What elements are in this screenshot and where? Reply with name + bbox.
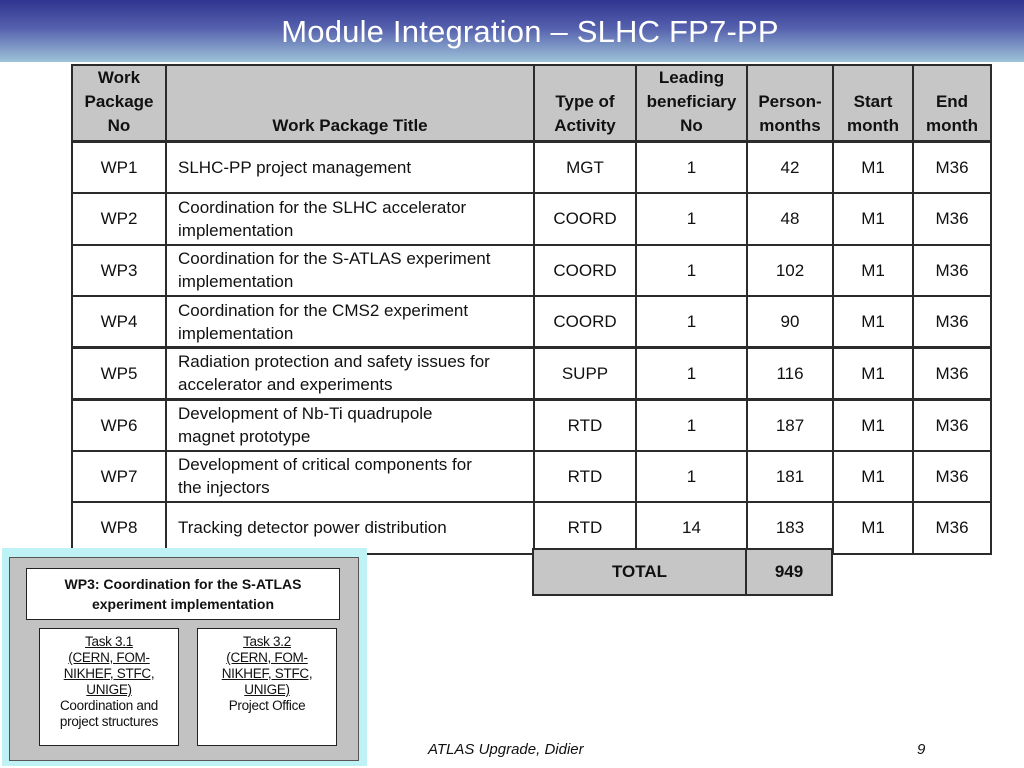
cell-leading: 1 xyxy=(636,399,747,451)
total-value: 949 xyxy=(746,549,832,595)
cell-wp: WP5 xyxy=(72,348,166,400)
cell-wp: WP6 xyxy=(72,399,166,451)
task-title: Task 3.1 xyxy=(85,634,133,649)
cell-start: M1 xyxy=(833,451,913,503)
cell-type: SUPP xyxy=(534,348,636,400)
table-row xyxy=(72,142,991,194)
cell-leading: 1 xyxy=(636,296,747,348)
cell-start: M1 xyxy=(833,296,913,348)
cell-type: COORD xyxy=(534,193,636,245)
cell-title: SLHC-PP project management xyxy=(166,142,534,194)
table-row xyxy=(72,502,991,554)
slide-title: Module Integration – SLHC FP7-PP xyxy=(281,14,779,49)
cell-type: RTD xyxy=(534,451,636,503)
header-title: Work Package Title xyxy=(166,65,534,142)
header-type: Type of Activity xyxy=(534,65,636,142)
cell-person-months: 48 xyxy=(747,193,833,245)
header-end: End month xyxy=(913,65,991,142)
cell-person-months: 116 xyxy=(747,348,833,400)
cell-person-months: 90 xyxy=(747,296,833,348)
cell-person-months: 187 xyxy=(747,399,833,451)
task-3-2-box: Task 3.2 (CERN, FOM- NIKHEF, STFC, UNIGE) Project Office xyxy=(197,628,337,746)
cell-end: M36 xyxy=(913,399,991,451)
cell-title: Coordination for the SLHC accelerator implementation xyxy=(166,193,534,245)
header-person-months: Person- months xyxy=(747,65,833,142)
table-row xyxy=(72,193,991,245)
table-row xyxy=(72,245,991,297)
wp3-diagram-panel xyxy=(9,557,359,761)
header-wp-no: Work Package No xyxy=(72,65,166,142)
cell-leading: 1 xyxy=(636,348,747,400)
cell-person-months: 181 xyxy=(747,451,833,503)
cell-person-months: 183 xyxy=(747,502,833,554)
table-row xyxy=(72,399,991,451)
cell-title: Coordination for the CMS2 experiment implementation xyxy=(166,296,534,348)
cell-end: M36 xyxy=(913,348,991,400)
cell-start: M1 xyxy=(833,245,913,297)
cell-wp: WP2 xyxy=(72,193,166,245)
cell-type: RTD xyxy=(534,399,636,451)
cell-end: M36 xyxy=(913,245,991,297)
cell-leading: 1 xyxy=(636,451,747,503)
cell-wp: WP4 xyxy=(72,296,166,348)
work-package-table xyxy=(71,64,992,555)
cell-type: COORD xyxy=(534,296,636,348)
cell-wp: WP7 xyxy=(72,451,166,503)
cell-end: M36 xyxy=(913,296,991,348)
cell-end: M36 xyxy=(913,193,991,245)
cell-wp: WP8 xyxy=(72,502,166,554)
table-row xyxy=(72,348,991,400)
table-header-row xyxy=(72,65,991,142)
cell-start: M1 xyxy=(833,502,913,554)
total-label: TOTAL xyxy=(533,549,746,595)
cell-end: M36 xyxy=(913,451,991,503)
cell-start: M1 xyxy=(833,142,913,194)
cell-type: MGT xyxy=(534,142,636,194)
cell-title: Coordination for the S-ATLAS experiment implementation xyxy=(166,245,534,297)
table-row xyxy=(72,296,991,348)
cell-type: COORD xyxy=(534,245,636,297)
cell-title: Development of critical components for the injectors xyxy=(166,451,534,503)
cell-end: M36 xyxy=(913,142,991,194)
cell-person-months: 42 xyxy=(747,142,833,194)
footer-label: ATLAS Upgrade, Didier xyxy=(428,741,584,758)
cell-leading: 1 xyxy=(636,245,747,297)
page-number: 9 xyxy=(917,741,926,758)
cell-title: Development of Nb-Ti quadrupole magnet prototype xyxy=(166,399,534,451)
task-title: Task 3.2 xyxy=(243,634,291,649)
total-row xyxy=(533,549,832,595)
wp3-diagram xyxy=(2,548,367,766)
header-leading: Leading beneficiary No xyxy=(636,65,747,142)
cell-leading: 14 xyxy=(636,502,747,554)
cell-start: M1 xyxy=(833,348,913,400)
task-3-1-box: Task 3.1 (CERN, FOM- NIKHEF, STFC, UNIGE) Coordination and project structures xyxy=(39,628,179,746)
total-row-table xyxy=(532,548,833,596)
cell-title: Radiation protection and safety issues for accelerator and experiments xyxy=(166,348,534,400)
cell-leading: 1 xyxy=(636,142,747,194)
header-start: Start month xyxy=(833,65,913,142)
title-bar xyxy=(0,0,1024,62)
cell-person-months: 102 xyxy=(747,245,833,297)
cell-title: Tracking detector power distribution xyxy=(166,502,534,554)
cell-leading: 1 xyxy=(636,193,747,245)
cell-wp: WP1 xyxy=(72,142,166,194)
cell-start: M1 xyxy=(833,193,913,245)
table-row xyxy=(72,451,991,503)
wp3-heading-box: WP3: Coordination for the S-ATLAS experiment implementation xyxy=(26,568,340,620)
cell-start: M1 xyxy=(833,399,913,451)
cell-type: RTD xyxy=(534,502,636,554)
cell-wp: WP3 xyxy=(72,245,166,297)
cell-end: M36 xyxy=(913,502,991,554)
